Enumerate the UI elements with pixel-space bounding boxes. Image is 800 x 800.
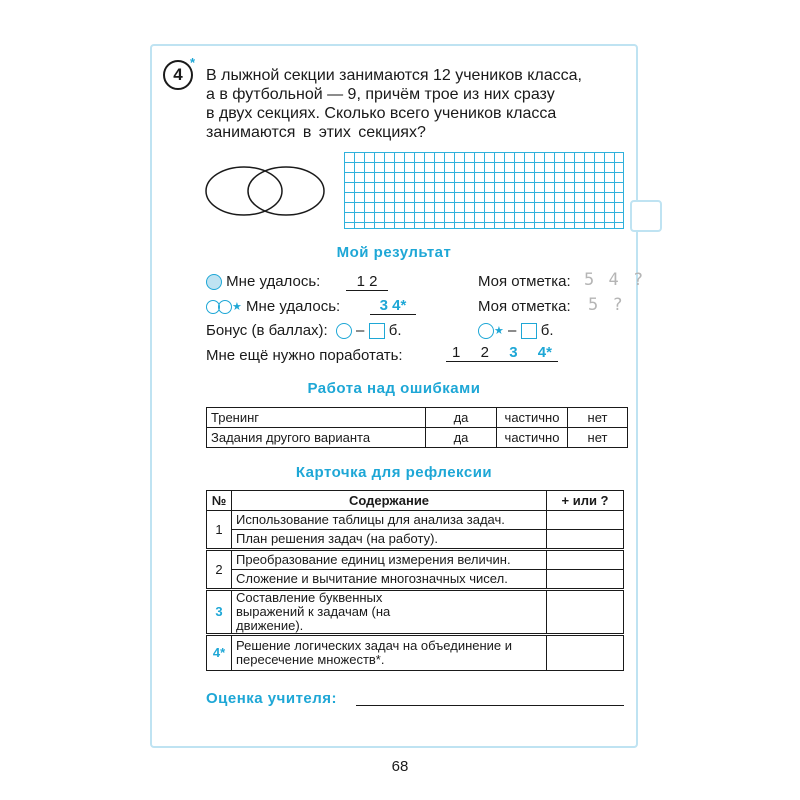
side-tab — [630, 200, 662, 232]
errors-yes[interactable]: да — [426, 408, 497, 428]
bonus-unit: б. — [388, 322, 402, 339]
star-icon: ★ — [494, 325, 504, 337]
teacher-line[interactable] — [356, 705, 624, 706]
row-num: 4* — [207, 635, 232, 671]
teacher-label: Оценка учителя: — [206, 690, 338, 707]
bonus-box[interactable] — [369, 323, 385, 339]
page-number: 68 — [391, 758, 409, 775]
row-content: План решения задач (на работу). — [232, 530, 547, 550]
table-row — [207, 635, 624, 671]
star-icon: ★ — [232, 301, 242, 313]
task-text-line-4: занимаются в этих секциях? — [206, 124, 426, 141]
task-number: 4 — [163, 60, 193, 90]
row-num: 3 — [207, 590, 232, 635]
errors-name: Тренинг — [207, 408, 426, 428]
row1-label: Мне удалось: — [226, 273, 321, 290]
row-content: Использование таблицы для анализа задач. — [232, 511, 547, 530]
table-row — [207, 550, 624, 570]
row-mark-cell[interactable] — [547, 590, 624, 635]
errors-partly[interactable]: частично — [497, 408, 568, 428]
errors-yes[interactable]: да — [426, 428, 497, 448]
circle-icon — [218, 300, 232, 314]
errors-no[interactable]: нет — [568, 428, 628, 448]
row-mark-cell[interactable] — [547, 570, 624, 590]
row2-label: Мне удалось: — [246, 298, 341, 315]
reflection-title: Карточка для рефлексии — [295, 464, 493, 481]
bonus-star-row — [478, 322, 554, 340]
header-mark: + или ? — [547, 491, 624, 511]
row2-answer[interactable] — [370, 294, 416, 315]
more-work-answer[interactable] — [446, 342, 558, 362]
bonus-star-box[interactable] — [521, 323, 537, 339]
table-row — [207, 408, 628, 428]
table-row — [207, 530, 624, 550]
table-header-row — [207, 491, 624, 511]
table-row — [207, 570, 624, 590]
bonus-star-dash: – — [508, 322, 517, 339]
bonus-row — [206, 322, 402, 340]
more-work-label: Мне ещё нужно поработать: — [206, 347, 403, 364]
row-num: 1 — [207, 511, 232, 550]
circle-icon — [336, 323, 352, 339]
row-mark-cell[interactable] — [547, 550, 624, 570]
result-title: Мой результат — [336, 244, 452, 261]
reflection-table — [206, 490, 624, 671]
header-content: Содержание — [232, 491, 547, 511]
task-star: * — [190, 55, 196, 70]
row1-answer[interactable] — [346, 270, 388, 291]
more-work-3: 3 — [509, 344, 518, 361]
row-content: Сложение и вычитание многозначных чисел. — [232, 570, 547, 590]
errors-partly[interactable]: частично — [497, 428, 568, 448]
errors-name: Задания другого варианта — [207, 428, 426, 448]
circle-icon — [478, 323, 494, 339]
more-work-4: 4* — [537, 344, 552, 361]
header-num: № — [207, 491, 232, 511]
row-content: Преобразование единиц измерения величин. — [232, 550, 547, 570]
errors-table — [206, 407, 628, 448]
row2-mark-label: Моя отметка: — [478, 298, 571, 315]
row-mark-cell[interactable] — [547, 530, 624, 550]
row2-value: 3 4* — [379, 297, 407, 314]
row-mark-cell[interactable] — [547, 511, 624, 530]
result-row-1 — [206, 273, 320, 291]
task-text-line-2: а в футбольной — 9, причём трое из них сразу — [206, 86, 555, 103]
answer-grid[interactable] — [344, 152, 624, 229]
errors-no[interactable]: нет — [568, 408, 628, 428]
filled-circle-icon — [206, 274, 222, 290]
more-work-1: 1 — [452, 344, 461, 361]
row-content: Решение логических задач на объединение и пересечение множеств*. — [232, 635, 547, 671]
row-mark-cell[interactable] — [547, 635, 624, 671]
row1-mark: 5 4 ? — [584, 270, 646, 290]
row2-mark: 5 ? — [588, 295, 625, 315]
table-row — [207, 511, 624, 530]
row-num: 2 — [207, 550, 232, 590]
table-row — [207, 428, 628, 448]
venn-diagram — [204, 164, 328, 220]
bonus-label: Бонус (в баллах): — [206, 322, 328, 339]
bonus-dash: – — [356, 322, 365, 339]
row-content: Составление буквенных выражений к задачам (на движение). — [232, 590, 547, 635]
bonus-star-unit: б. — [540, 322, 554, 339]
row1-mark-label: Моя отметка: — [478, 273, 571, 290]
table-row — [207, 590, 624, 635]
more-work-2: 2 — [480, 344, 489, 361]
result-row-2 — [206, 298, 340, 316]
row1-value: 1 2 — [356, 273, 378, 290]
errors-title: Работа над ошибками — [307, 380, 481, 397]
task-text-line-1: В лыжной секции занимаются 12 учеников класса, — [206, 67, 582, 84]
task-text-line-3: в двух секциях. Сколько всего учеников класса — [206, 105, 557, 122]
